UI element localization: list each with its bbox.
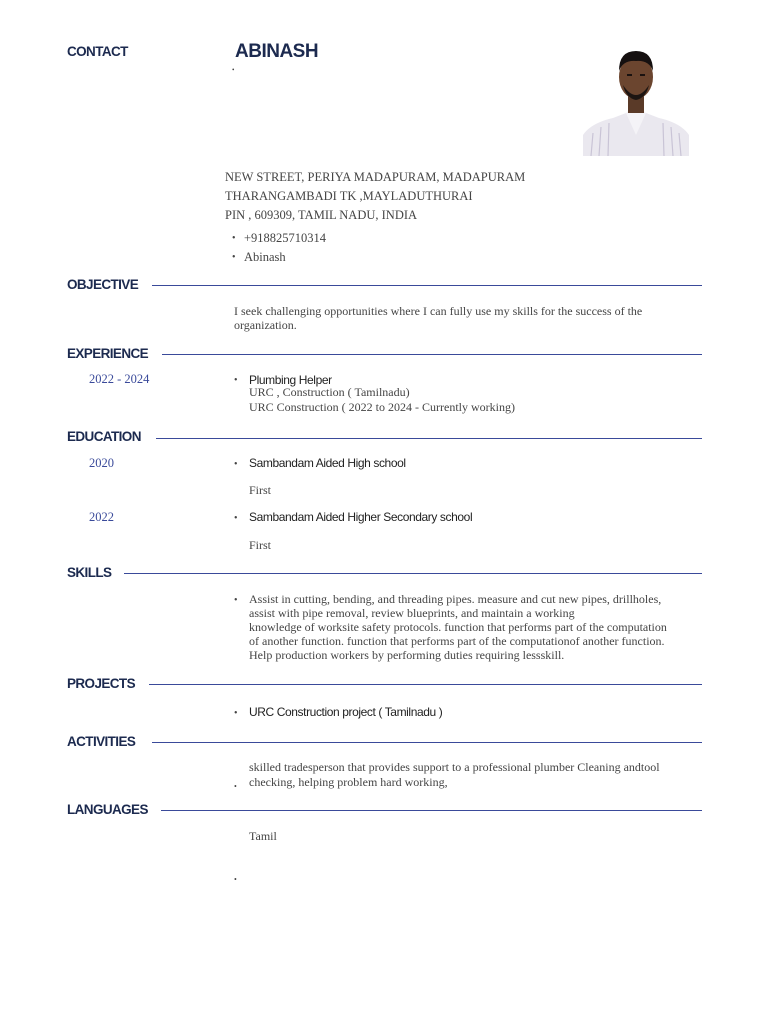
skills-text [249,592,667,662]
skills-line-2: assist with pipe removal, review blueprints, and maintain a working [249,606,575,620]
phone-number: +918825710314 [244,231,327,245]
languages-bullet: • [234,875,237,884]
education-school-2: Sambandam Aided Higher Secondary school [249,510,473,524]
skills-line-1: Assist in cutting, bending, and threading pipes. measure and cut new pipes, drillholes, [249,592,662,606]
education-year-1: 2020 [89,456,114,470]
projects-bullet: • [234,708,238,719]
skills-divider [124,573,702,574]
education-bullet-1: • [234,459,238,470]
profile-photo [583,43,689,156]
activities-heading: ACTIVITIES [67,734,136,749]
project-item: URC Construction project ( Tamilnadu ) [249,705,443,719]
education-year-2: 2022 [89,510,114,524]
objective-divider [152,285,702,286]
skills-line-5: Help production workers by performing duties requiring lessskill. [249,648,565,662]
experience-years: 2022 - 2024 [89,372,150,386]
projects-divider [149,684,702,685]
education-result-2: First [249,538,272,552]
education-bullet-2: • [234,513,238,524]
activities-line-2: checking, helping problem hard working, [249,775,448,789]
skills-bullet: • [234,595,238,606]
name-bullet: • [232,66,235,74]
experience-heading: EXPERIENCE [67,346,149,361]
experience-line-2: URC Construction ( 2022 to 2024 - Currently working) [249,400,515,414]
activities-divider [152,742,702,743]
experience-line-1: URC , Construction ( Tamilnadu) [249,385,410,399]
languages-divider [161,810,702,811]
experience-title: Plumbing Helper [249,373,332,387]
education-heading: EDUCATION [67,429,141,444]
objective-text-line-2: organization. [234,318,297,332]
candidate-name: ABINASH [235,41,319,62]
skills-line-3: knowledge of worksite safety protocols. function that performs part of the computation [249,620,667,634]
skills-line-4: of another function. function that performs part of the computationof another function. [249,634,665,648]
education-result-1: First [249,483,272,497]
link-bullet: • [232,252,236,263]
objective-text-line-1: I seek challenging opportunities where I can fully use my skills for the success of the [234,304,643,318]
experience-divider [162,354,702,355]
address-line-2: THARANGAMBADI TK ,MAYLADUTHURAI [225,189,473,203]
address-line-3: PIN , 609309, TAMIL NADU, INDIA [225,208,418,222]
person-portrait-icon [583,43,689,156]
activities-bullet: • [234,782,237,791]
languages-heading: LANGUAGES [67,802,148,817]
skills-heading: SKILLS [67,565,112,580]
address-line-1: NEW STREET, PERIYA MADAPURAM, MADAPURAM [225,170,526,184]
language-item: Tamil [249,829,277,843]
objective-heading: OBJECTIVE [67,277,139,292]
education-divider [156,438,702,439]
profile-link[interactable]: Abinash [244,250,286,264]
phone-bullet: • [232,233,236,244]
experience-bullet: • [234,375,238,386]
projects-heading: PROJECTS [67,676,135,691]
contact-heading: CONTACT [67,44,128,59]
activities-line-1: skilled tradesperson that provides support to a professional plumber Cleaning andtool [249,760,660,774]
education-school-1: Sambandam Aided High school [249,456,406,470]
